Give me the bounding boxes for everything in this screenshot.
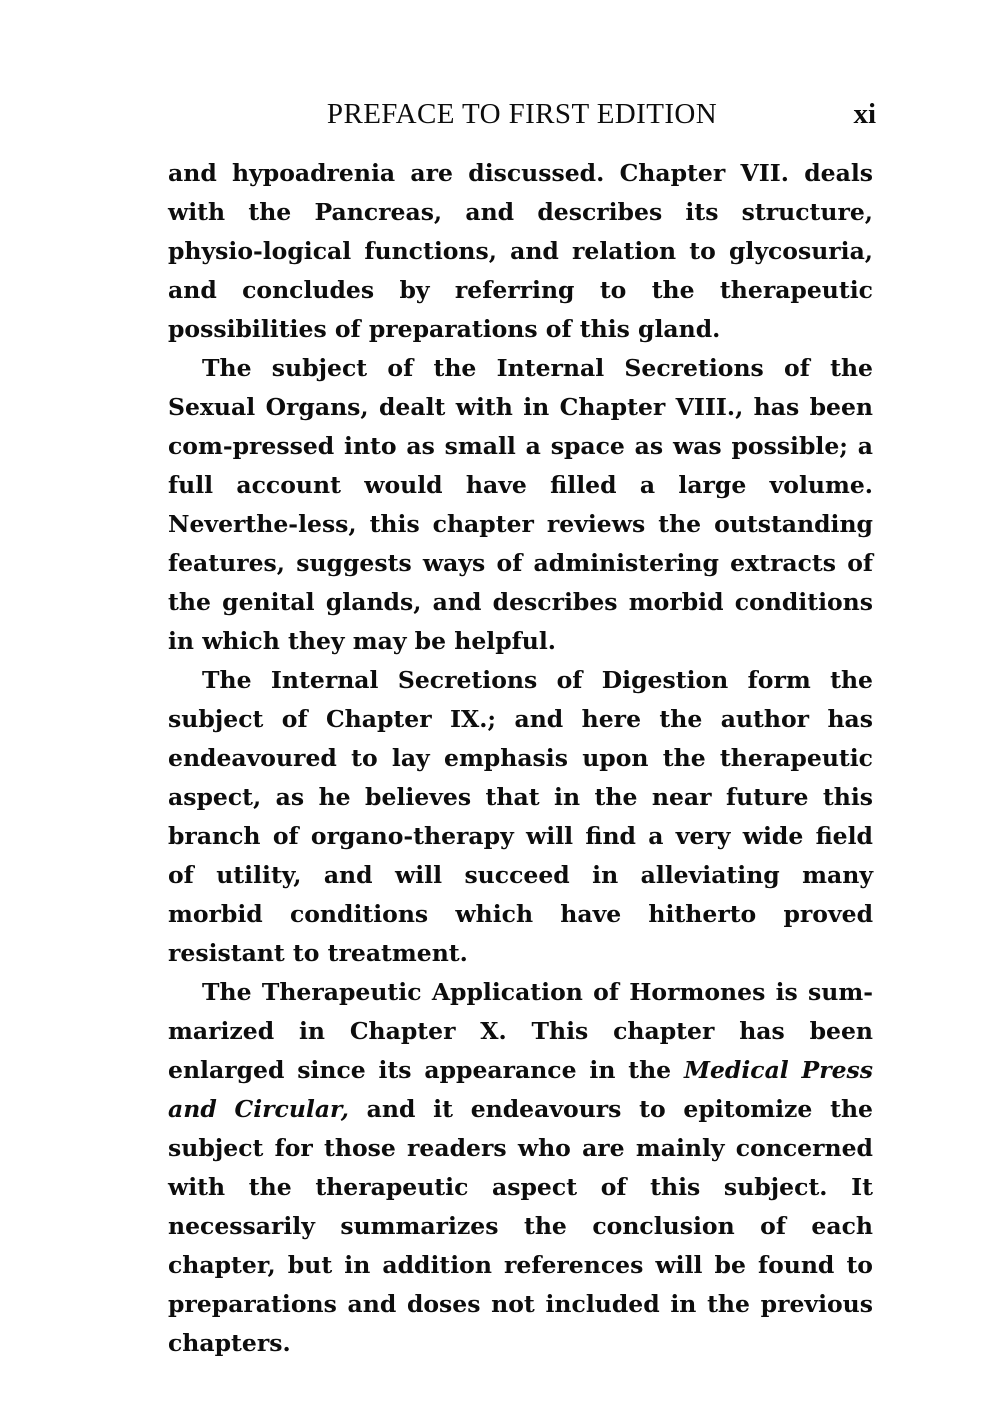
paragraph-sexual-organs: The subject of the Internal Secretions of the Sexual Organs, dealt with in Chapter VIII., has been com-pressed into as small a space as was possible; a full account would have filled a large volume. Neverthe-less, this chapter reviews the outstanding features, suggests ways of administering extracts of the genital glands, and describes morbid conditions in which they may be helpful. xyxy=(168,354,873,655)
page-number: xi xyxy=(853,98,876,130)
running-header xyxy=(168,98,876,138)
journal-title-citation: Medical Press and Circular, xyxy=(168,1056,874,1123)
paragraph-text-before-citation: The Therapeutic Application of Hormones is sum-marized in Chapter X. This chapter has been enlarged since its appearance in the xyxy=(168,978,873,1084)
paragraph-continued: and hypoadrenia are discussed. Chapter VII. deals with the Pancreas, and describes its structure, physio-logical functions, and relation to glycosuria, and concludes by referring to the therapeutic possibilities of preparations of this gland. xyxy=(168,159,873,343)
paragraph-digestion: The Internal Secretions of Digestion form the subject of Chapter IX.; and here the author has endeavoured to lay emphasis upon the therapeutic aspect, as he believes that in the near future this branch of organo-therapy will find a very wide field of utility, and will succeed in alleviating many morbid conditions which have hitherto proved resistant to treatment. xyxy=(168,666,873,967)
paragraph-therapeutic-application xyxy=(168,973,873,1363)
page-body xyxy=(168,154,873,1363)
paragraph-text-after-citation: and it endeavours to epitomize the subject for those readers who are mainly concerned with the therapeutic aspect of this subject. It necessarily summarizes the conclusion of each chapter, but in addition references will be found to preparations and doses not included in the previous chapters. xyxy=(168,1095,874,1357)
running-title: PREFACE TO FIRST EDITION xyxy=(326,98,718,130)
